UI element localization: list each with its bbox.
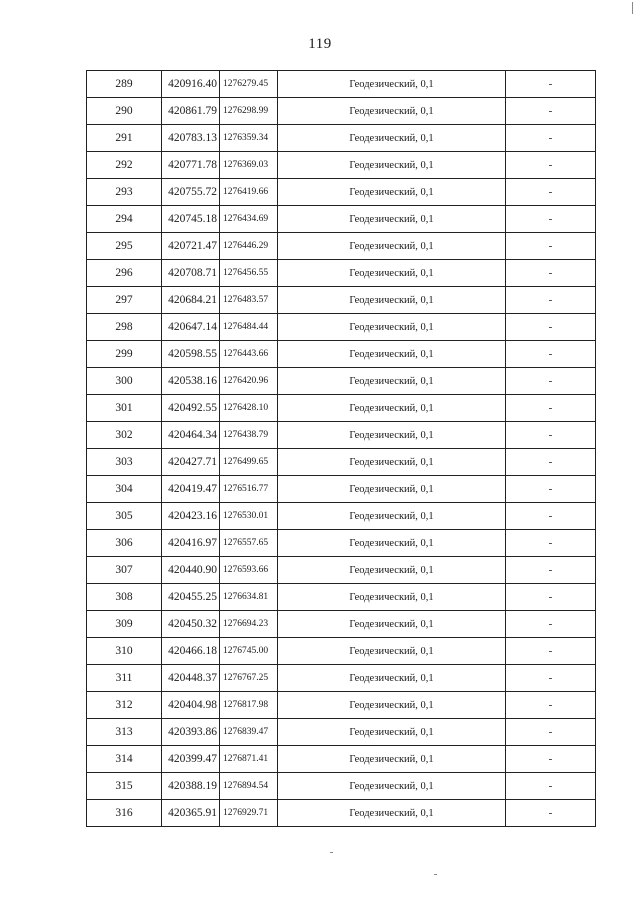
y-coordinate-cell: 1276817.98 [220, 692, 278, 719]
point-number-cell: 296 [87, 260, 162, 287]
table-row [87, 611, 596, 638]
x-coordinate-cell: 420404.98 [162, 692, 220, 719]
note-cell: - [506, 692, 596, 719]
note-cell: - [506, 476, 596, 503]
note-cell: - [506, 719, 596, 746]
x-coordinate-cell: 420365.91 [162, 800, 220, 827]
method-accuracy-cell: Геодезический, 0,1 [278, 692, 506, 719]
method-accuracy-cell: Геодезический, 0,1 [278, 557, 506, 584]
x-coordinate-cell: 420708.71 [162, 260, 220, 287]
method-accuracy-cell: Геодезический, 0,1 [278, 665, 506, 692]
table-row [87, 773, 596, 800]
note-cell: - [506, 233, 596, 260]
page-number: 119 [308, 36, 332, 52]
x-coordinate-cell: 420916.40 [162, 71, 220, 98]
note-cell: - [506, 773, 596, 800]
y-coordinate-cell: 1276499.65 [220, 449, 278, 476]
table-row [87, 368, 596, 395]
note-cell: - [506, 179, 596, 206]
x-coordinate-cell: 420745.18 [162, 206, 220, 233]
note-cell: - [506, 125, 596, 152]
x-coordinate-cell: 420684.21 [162, 287, 220, 314]
method-accuracy-cell: Геодезический, 0,1 [278, 449, 506, 476]
note-cell: - [506, 422, 596, 449]
y-coordinate-cell: 1276929.71 [220, 800, 278, 827]
y-coordinate-cell: 1276745.00 [220, 638, 278, 665]
note-cell: - [506, 557, 596, 584]
note-cell: - [506, 746, 596, 773]
method-accuracy-cell: Геодезический, 0,1 [278, 179, 506, 206]
point-number-cell: 302 [87, 422, 162, 449]
x-coordinate-cell: 420416.97 [162, 530, 220, 557]
table-row [87, 179, 596, 206]
x-coordinate-cell: 420423.16 [162, 503, 220, 530]
table-row [87, 449, 596, 476]
table-row [87, 530, 596, 557]
table-row [87, 395, 596, 422]
coordinates-table [86, 70, 596, 827]
method-accuracy-cell: Геодезический, 0,1 [278, 98, 506, 125]
x-coordinate-cell: 420450.32 [162, 611, 220, 638]
coordinates-table-body [87, 71, 596, 827]
x-coordinate-cell: 420393.86 [162, 719, 220, 746]
method-accuracy-cell: Геодезический, 0,1 [278, 71, 506, 98]
point-number-cell: 293 [87, 179, 162, 206]
point-number-cell: 304 [87, 476, 162, 503]
point-number-cell: 297 [87, 287, 162, 314]
table-row [87, 719, 596, 746]
method-accuracy-cell: Геодезический, 0,1 [278, 314, 506, 341]
x-coordinate-cell: 420399.47 [162, 746, 220, 773]
note-cell: - [506, 152, 596, 179]
table-row [87, 206, 596, 233]
note-cell: - [506, 368, 596, 395]
x-coordinate-cell: 420771.78 [162, 152, 220, 179]
point-number-cell: 314 [87, 746, 162, 773]
method-accuracy-cell: Геодезический, 0,1 [278, 422, 506, 449]
table-row [87, 314, 596, 341]
note-cell: - [506, 260, 596, 287]
y-coordinate-cell: 1276694.23 [220, 611, 278, 638]
x-coordinate-cell: 420647.14 [162, 314, 220, 341]
point-number-cell: 290 [87, 98, 162, 125]
note-cell: - [506, 314, 596, 341]
y-coordinate-cell: 1276446.29 [220, 233, 278, 260]
point-number-cell: 300 [87, 368, 162, 395]
method-accuracy-cell: Геодезический, 0,1 [278, 395, 506, 422]
method-accuracy-cell: Геодезический, 0,1 [278, 260, 506, 287]
x-coordinate-cell: 420448.37 [162, 665, 220, 692]
y-coordinate-cell: 1276839.47 [220, 719, 278, 746]
y-coordinate-cell: 1276516.77 [220, 476, 278, 503]
note-cell: - [506, 98, 596, 125]
y-coordinate-cell: 1276298.99 [220, 98, 278, 125]
y-coordinate-cell: 1276359.34 [220, 125, 278, 152]
point-number-cell: 298 [87, 314, 162, 341]
y-coordinate-cell: 1276279.45 [220, 71, 278, 98]
note-cell: - [506, 584, 596, 611]
table-row [87, 233, 596, 260]
method-accuracy-cell: Геодезический, 0,1 [278, 746, 506, 773]
y-coordinate-cell: 1276767.25 [220, 665, 278, 692]
x-coordinate-cell: 420492.55 [162, 395, 220, 422]
table-row [87, 152, 596, 179]
point-number-cell: 306 [87, 530, 162, 557]
point-number-cell: 291 [87, 125, 162, 152]
method-accuracy-cell: Геодезический, 0,1 [278, 503, 506, 530]
x-coordinate-cell: 420538.16 [162, 368, 220, 395]
point-number-cell: 292 [87, 152, 162, 179]
y-coordinate-cell: 1276443.66 [220, 341, 278, 368]
point-number-cell: 299 [87, 341, 162, 368]
y-coordinate-cell: 1276419.66 [220, 179, 278, 206]
y-coordinate-cell: 1276456.55 [220, 260, 278, 287]
y-coordinate-cell: 1276894.54 [220, 773, 278, 800]
method-accuracy-cell: Геодезический, 0,1 [278, 773, 506, 800]
point-number-cell: 307 [87, 557, 162, 584]
point-number-cell: 308 [87, 584, 162, 611]
point-number-cell: 313 [87, 719, 162, 746]
table-row [87, 71, 596, 98]
note-cell: - [506, 341, 596, 368]
point-number-cell: 315 [87, 773, 162, 800]
x-coordinate-cell: 420721.47 [162, 233, 220, 260]
x-coordinate-cell: 420466.18 [162, 638, 220, 665]
y-coordinate-cell: 1276593.66 [220, 557, 278, 584]
y-coordinate-cell: 1276420.96 [220, 368, 278, 395]
note-cell: - [506, 395, 596, 422]
point-number-cell: 310 [87, 638, 162, 665]
note-cell: - [506, 665, 596, 692]
method-accuracy-cell: Геодезический, 0,1 [278, 476, 506, 503]
y-coordinate-cell: 1276438.79 [220, 422, 278, 449]
x-coordinate-cell: 420388.19 [162, 773, 220, 800]
x-coordinate-cell: 420419.47 [162, 476, 220, 503]
table-row [87, 746, 596, 773]
note-cell: - [506, 800, 596, 827]
x-coordinate-cell: 420861.79 [162, 98, 220, 125]
table-row [87, 476, 596, 503]
table-row [87, 638, 596, 665]
table-row [87, 800, 596, 827]
note-cell: - [506, 287, 596, 314]
point-number-cell: 301 [87, 395, 162, 422]
table-row [87, 692, 596, 719]
scan-mark [632, 2, 633, 14]
method-accuracy-cell: Геодезический, 0,1 [278, 233, 506, 260]
x-coordinate-cell: 420455.25 [162, 584, 220, 611]
point-number-cell: 312 [87, 692, 162, 719]
table-row [87, 557, 596, 584]
table-row [87, 503, 596, 530]
table-row [87, 341, 596, 368]
table-row [87, 584, 596, 611]
method-accuracy-cell: Геодезический, 0,1 [278, 584, 506, 611]
point-number-cell: 303 [87, 449, 162, 476]
y-coordinate-cell: 1276483.57 [220, 287, 278, 314]
y-coordinate-cell: 1276557.65 [220, 530, 278, 557]
y-coordinate-cell: 1276428.10 [220, 395, 278, 422]
x-coordinate-cell: 420755.72 [162, 179, 220, 206]
method-accuracy-cell: Геодезический, 0,1 [278, 341, 506, 368]
note-cell: - [506, 638, 596, 665]
table-row [87, 287, 596, 314]
method-accuracy-cell: Геодезический, 0,1 [278, 125, 506, 152]
point-number-cell: 309 [87, 611, 162, 638]
point-number-cell: 305 [87, 503, 162, 530]
method-accuracy-cell: Геодезический, 0,1 [278, 368, 506, 395]
table-row [87, 260, 596, 287]
note-cell: - [506, 71, 596, 98]
x-coordinate-cell: 420427.71 [162, 449, 220, 476]
x-coordinate-cell: 420598.55 [162, 341, 220, 368]
note-cell: - [506, 611, 596, 638]
table-row [87, 422, 596, 449]
note-cell: - [506, 503, 596, 530]
method-accuracy-cell: Геодезический, 0,1 [278, 152, 506, 179]
y-coordinate-cell: 1276434.69 [220, 206, 278, 233]
scan-mark [330, 852, 333, 853]
method-accuracy-cell: Геодезический, 0,1 [278, 530, 506, 557]
y-coordinate-cell: 1276634.81 [220, 584, 278, 611]
method-accuracy-cell: Геодезический, 0,1 [278, 611, 506, 638]
point-number-cell: 295 [87, 233, 162, 260]
method-accuracy-cell: Геодезический, 0,1 [278, 638, 506, 665]
x-coordinate-cell: 420783.13 [162, 125, 220, 152]
point-number-cell: 289 [87, 71, 162, 98]
table-row [87, 98, 596, 125]
y-coordinate-cell: 1276369.03 [220, 152, 278, 179]
x-coordinate-cell: 420440.90 [162, 557, 220, 584]
point-number-cell: 294 [87, 206, 162, 233]
method-accuracy-cell: Геодезический, 0,1 [278, 287, 506, 314]
method-accuracy-cell: Геодезический, 0,1 [278, 719, 506, 746]
x-coordinate-cell: 420464.34 [162, 422, 220, 449]
y-coordinate-cell: 1276484.44 [220, 314, 278, 341]
table-row [87, 125, 596, 152]
table-row [87, 665, 596, 692]
method-accuracy-cell: Геодезический, 0,1 [278, 800, 506, 827]
note-cell: - [506, 206, 596, 233]
note-cell: - [506, 530, 596, 557]
note-cell: - [506, 449, 596, 476]
point-number-cell: 311 [87, 665, 162, 692]
method-accuracy-cell: Геодезический, 0,1 [278, 206, 506, 233]
y-coordinate-cell: 1276871.41 [220, 746, 278, 773]
point-number-cell: 316 [87, 800, 162, 827]
scan-mark [434, 874, 437, 875]
y-coordinate-cell: 1276530.01 [220, 503, 278, 530]
